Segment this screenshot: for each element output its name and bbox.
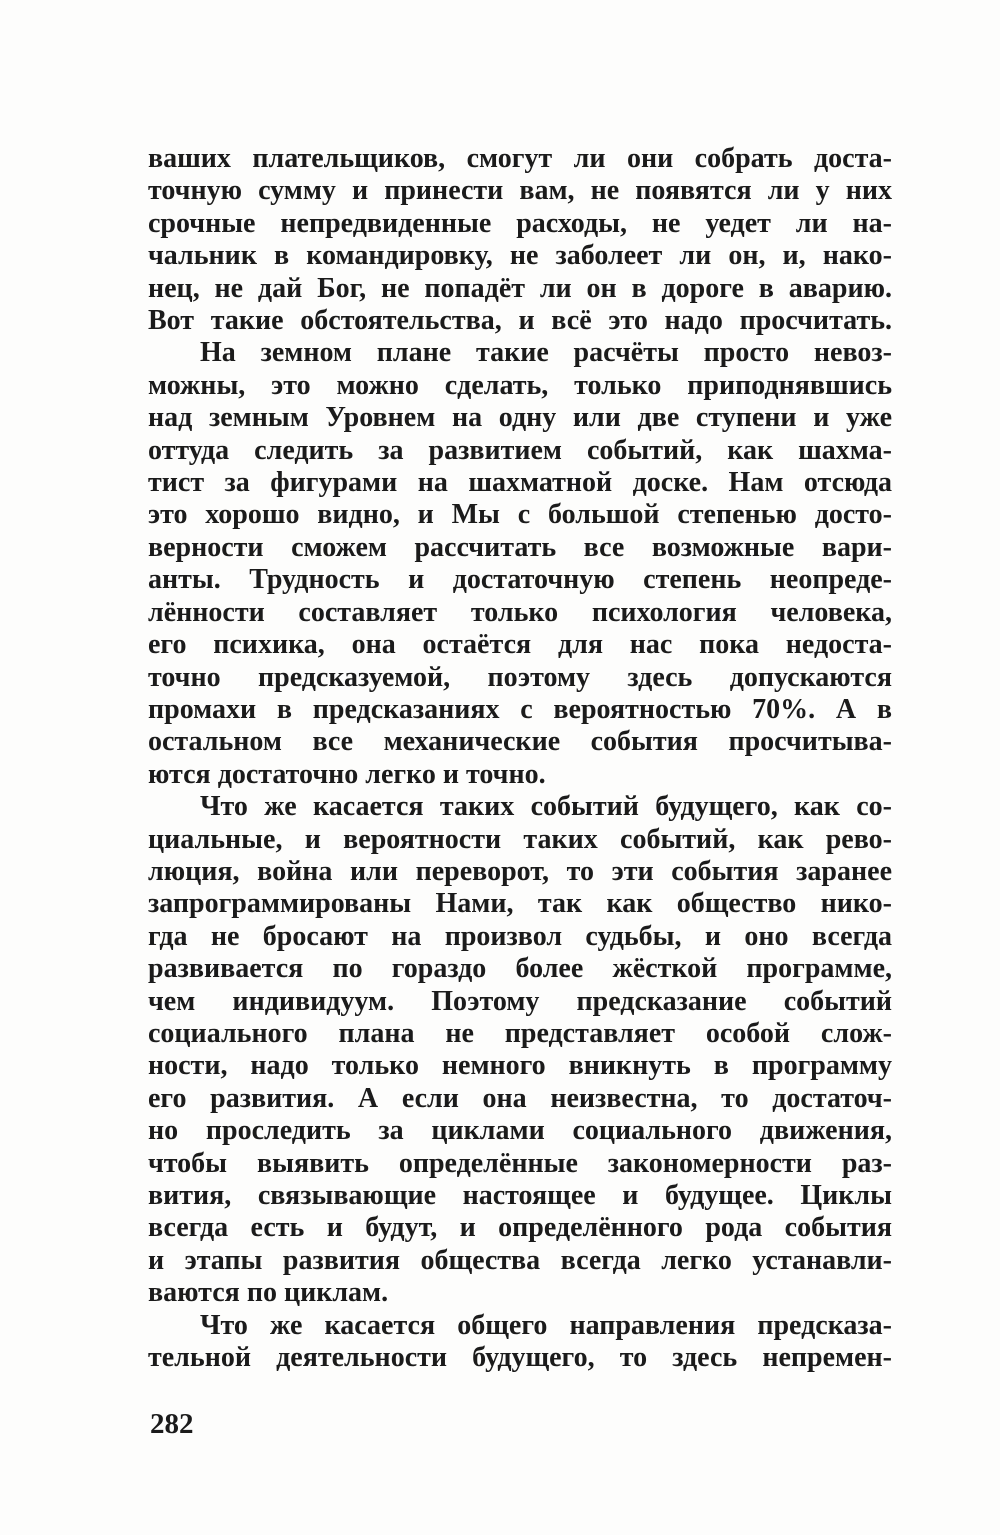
text-line: циальные, и вероятности таких событий, как рево- (148, 823, 892, 855)
text-line: гда не бросают на произвол судьбы, и оно всегда (148, 920, 892, 952)
text-line: запрограммированы Нами, так как общество нико- (148, 888, 892, 920)
text-line: тельной деятельности будущего, то здесь непремен- (148, 1342, 892, 1374)
text-line: Что же касается общего направления предсказа- (200, 1309, 892, 1341)
text-line: над земным Уровнем на одну или две ступени и уже (148, 402, 892, 434)
paragraph (148, 143, 892, 337)
text-line: остальном все механические события просчитыва- (148, 726, 892, 758)
text-line: ются достаточно легко и точно. (148, 758, 546, 790)
text-line: промахи в предсказаниях с вероятностью 70%. А в (148, 693, 892, 725)
paragraph (148, 1310, 892, 1375)
text-line: точную сумму и принести вам, не появятся ли у них (148, 175, 892, 207)
page-text (148, 143, 892, 1374)
text-line: развивается по гораздо более жёсткой программе, (148, 953, 892, 985)
text-line: чем индивидуум. Поэтому предсказание событий (148, 985, 892, 1017)
text-line: анты. Трудность и достаточную степень неопреде- (148, 564, 892, 596)
text-line: нец, не дай Бог, не попадёт ли он в дороге в аварию. (148, 272, 892, 304)
text-line: верности сможем рассчитать все возможные вари- (148, 531, 892, 563)
text-line: это хорошо видно, и Мы с большой степенью досто- (148, 499, 892, 531)
text-line: лённости составляет только психология человека, (148, 596, 892, 628)
text-line: тист за фигурами на шахматной доске. Нам отсюда (148, 467, 892, 499)
text-line: можны, это можно сделать, только приподнявшись (148, 369, 892, 401)
text-line: На земном плане такие расчёты просто невоз- (200, 337, 892, 369)
text-line: его психика, она остаётся для нас пока недоста- (148, 629, 892, 661)
text-line: срочные непредвиденные расходы, не уедет ли на- (148, 207, 892, 239)
text-line: но проследить за циклами социального движения, (148, 1115, 892, 1147)
paragraph (148, 337, 892, 791)
text-line: Вот такие обстоятельства, и всё это надо просчитать. (148, 305, 892, 337)
text-line: чтобы выявить определённые закономерности раз- (148, 1147, 892, 1179)
text-line: ности, надо только немного вникнуть в программу (148, 1050, 892, 1082)
text-line: чальник в командировку, не заболеет ли он, и, нако- (148, 240, 892, 272)
text-line: люция, война или переворот, то эти события заранее (148, 855, 892, 887)
text-line: Что же касается таких событий будущего, как со- (200, 791, 892, 823)
text-line: вития, связывающие настоящее и будущее. Циклы (148, 1180, 892, 1211)
text-line: ваших плательщиков, смогут ли они собрать доста- (148, 143, 892, 174)
text-line: и этапы развития общества всегда легко устанавли- (148, 1244, 892, 1276)
text-line: точно предсказуемой, поэтому здесь допускаются (148, 661, 892, 693)
text-line: его развития. А если она неизвестна, то достаточ- (148, 1082, 892, 1114)
text-line: оттуда следить за развитием событий, как шахма- (148, 434, 892, 466)
text-line: ваются по циклам. (148, 1277, 389, 1309)
text-line: всегда есть и будут, и определённого рода события (148, 1212, 892, 1244)
paragraph (148, 791, 892, 1310)
page-number: 282 (150, 1408, 194, 1440)
text-line: социального плана не представляет особой слож- (148, 1017, 892, 1049)
